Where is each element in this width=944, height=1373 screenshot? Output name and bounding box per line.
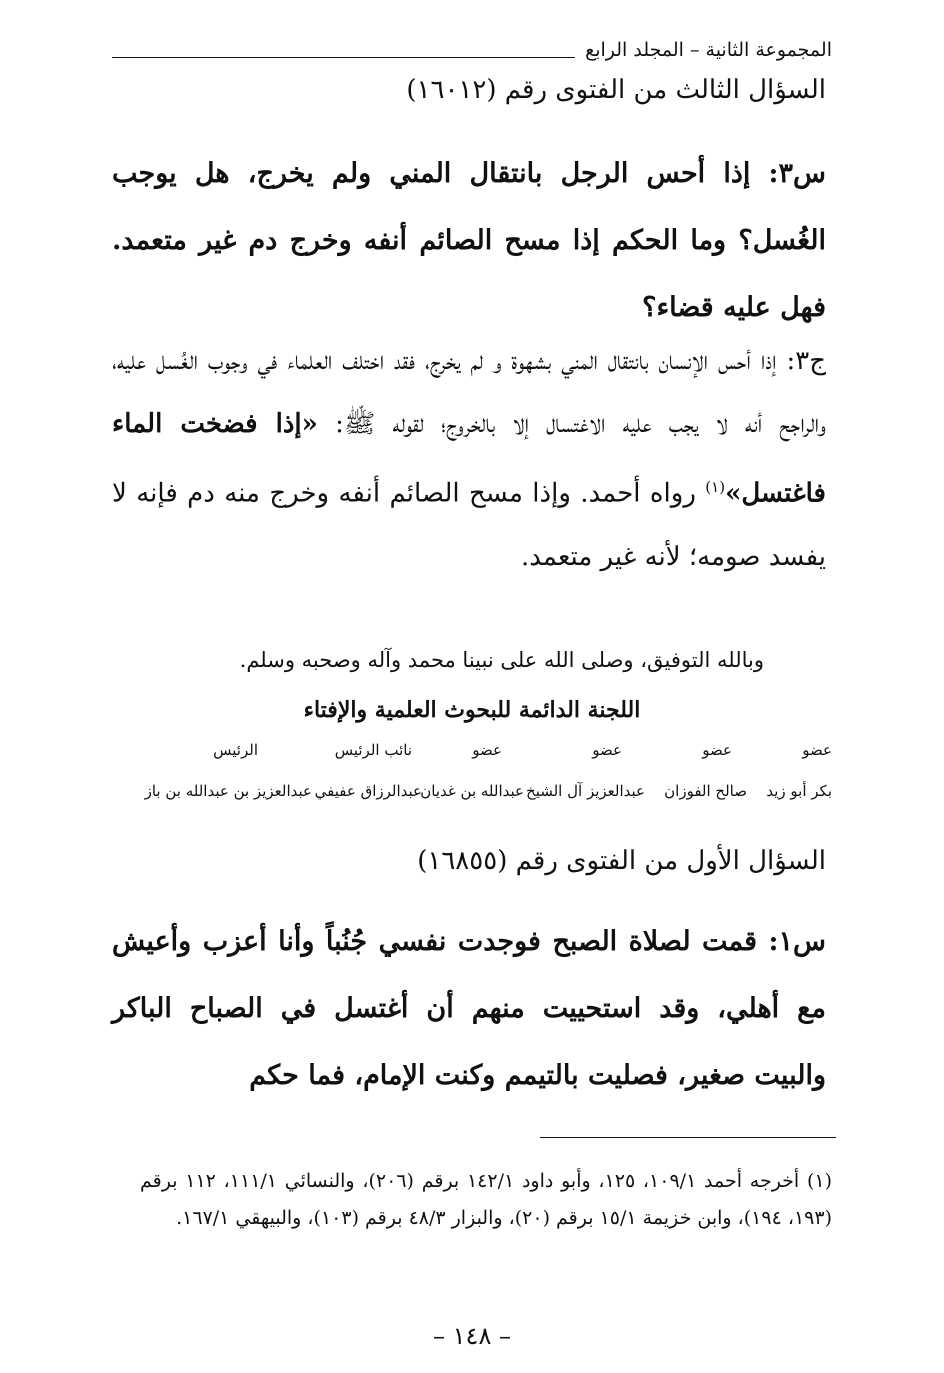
- fatwa-1-answer-end: رواه أحمد. وإذا مسح الصائم أنفه وخرج منه دم فإنه لا يفسد صومه؛ لأنه غير متعمد.: [112, 478, 826, 572]
- signatory-name: صالح الفوزان: [664, 782, 747, 800]
- fatwa-1-answer: [112, 330, 826, 589]
- hadith-quote: «إذا فضخت الماء فاغتسل»: [112, 409, 826, 509]
- closing-salutation: وبالله التوفيق، وصلى الله على نبينا محمد وآله وصحبه وسلم.: [239, 648, 764, 672]
- fatwa-1-question: س٣: إذا أحس الرجل بانتقال المني ولم يخرج، هل يوجب الغُسل؟ وما الحكم إذا مسح الصائم أنفه وخرج دم غير متعمد. فهل عليه قضاء؟: [112, 158, 826, 323]
- signatory-name: عبدالرزاق عفيفي: [314, 782, 422, 800]
- role-member: عضو: [802, 741, 832, 759]
- role-member: عضو: [592, 741, 622, 759]
- signatory-name: عبدالعزيز بن عبدالله بن باز: [144, 782, 312, 800]
- header-rule: [112, 57, 575, 58]
- fatwa-2-heading: السؤال الأول من الفتوى رقم (١٦٨٥٥): [417, 846, 826, 876]
- running-title: المجموعة الثانية – المجلد الرابع: [585, 39, 832, 62]
- fatwa-1-answer-start: ج٣: إذا أحس الإنسان بانتقال المني بشهوة و لم يخرج، فقد اختلف العلماء في وجوب الغُسل عليه، والراجح أنه لا يجب عليه الاغتسال إلا بالخروج؛ لقوله ﷺ:: [112, 346, 826, 439]
- signatory-name: بكر أبو زيد: [766, 782, 832, 800]
- page-number: – ١٤٨ –: [433, 1322, 511, 1350]
- footnote-separator: [540, 1137, 836, 1138]
- signatory-roles: [112, 741, 832, 765]
- committee-name: اللجنة الدائمة للبحوث العلمية والإفتاء: [303, 697, 641, 723]
- role-member: عضو: [472, 741, 502, 759]
- role-vice-president: نائب الرئيس: [334, 741, 412, 759]
- footnote-ref-1[interactable]: (١): [705, 478, 726, 496]
- signatory-name: عبدالله بن غديان: [420, 782, 524, 800]
- role-member: عضو: [702, 741, 732, 759]
- signatory-names: [112, 782, 832, 806]
- signatory-name: عبدالعزيز آل الشيخ: [526, 782, 645, 800]
- role-president: الرئيس: [213, 741, 258, 759]
- footnote-1: (١) أخرجه أحمد ١٠٩/١، ١٢٥، وأبو داود ١٤٢/١ برقم (٢٠٦)، والنسائي ١١١/١، ١١٢ برقم (١٩٣، ١٩٤)، وابن خزيمة ١٥/١ برقم (٢٠)، والبزار ٤٨/٣ برقم (١٠٣)، والبيهقي ١٦٧/١.: [140, 1170, 833, 1229]
- fatwa-2-question: س١: قمت لصلاة الصبح فوجدت نفسي جُنُباً وأنا أعزب وأعيش مع أهلي، وقد استحييت منهم أن أغتسل في الصباح الباكر والبيت صغير، فصليت بالتيمم وكنت الإمام، فما حكم: [112, 926, 826, 1091]
- fatwa-1-heading: السؤال الثالث من الفتوى رقم (١٦٠١٢): [406, 75, 826, 105]
- running-header: [112, 24, 832, 64]
